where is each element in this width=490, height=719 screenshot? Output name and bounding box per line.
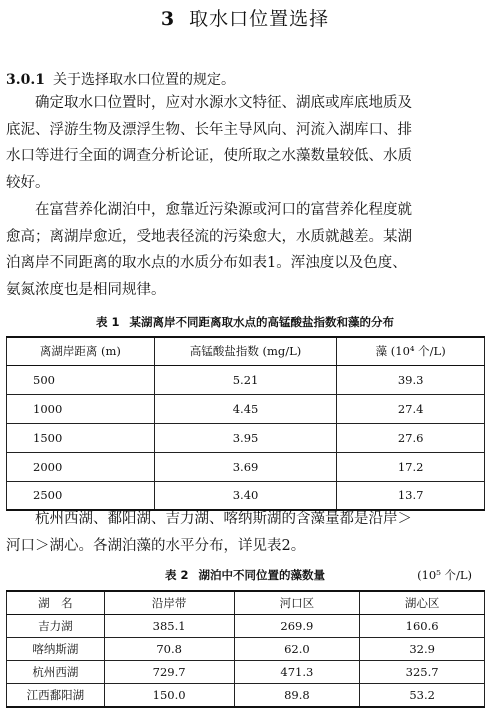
table1-number: 表 1	[95, 315, 120, 329]
chapter-title	[0, 6, 490, 32]
table2-cell: 269.9	[234, 615, 360, 638]
table-2	[6, 590, 485, 708]
table2-cell: 32.9	[360, 638, 485, 661]
paragraph-line: 在富营养化湖泊中，愈靠近污染源或河口的富营养化程度就	[35, 202, 412, 218]
table2-cell: 70.8	[104, 638, 234, 661]
table1-cell: 1500	[7, 423, 155, 452]
table2-cell: 杭州西湖	[7, 661, 105, 684]
paragraph-line: 较好。	[6, 174, 50, 191]
table1-header: 离湖岸距离 (m)	[7, 337, 155, 365]
section-heading	[6, 70, 486, 90]
table1-header: 高锰酸盐指数 (mg/L)	[154, 337, 337, 365]
table-row	[7, 423, 485, 452]
table-row	[7, 638, 485, 661]
table2-cell: 385.1	[104, 615, 234, 638]
table2-unit: (10⁵ 个/L)	[417, 568, 472, 582]
table2-cell: 89.8	[234, 684, 360, 708]
table1-caption	[0, 314, 490, 330]
table2-header: 沿岸带	[104, 591, 234, 615]
paragraph-line: 确定取水口位置时，应对水源水文特征、湖底或库底地质及	[35, 95, 412, 111]
table-row	[7, 684, 485, 708]
paragraph-line: 杭州西湖、鄱阳湖、吉力湖、喀纳斯湖的含藻量都是沿岸＞	[35, 511, 412, 527]
table1-caption-text: 某湖离岸不同距离取水点的高锰酸盐指数和藻的分布	[129, 315, 394, 329]
table2-caption-text: 湖泊中不同位置的藻数量	[198, 568, 325, 582]
table1-cell: 2000	[7, 452, 155, 481]
table1-cell: 1000	[7, 394, 155, 423]
table1-cell: 500	[7, 365, 155, 394]
table1-cell: 4.45	[154, 394, 337, 423]
paragraph-line: 底泥、浮游生物及漂浮生物、长年主导风向、河流入湖库口、排	[6, 121, 412, 138]
table1-cell: 27.6	[337, 423, 485, 452]
paragraph-2	[6, 197, 486, 303]
chapter-title-text: 取水口位置选择	[189, 8, 330, 30]
table2-header: 湖 名	[7, 591, 105, 615]
table2-cell: 吉力湖	[7, 615, 105, 638]
table1-cell: 3.69	[154, 452, 337, 481]
table-row	[7, 615, 485, 638]
paragraph-line: 泊离岸不同距离的取水点的水质分布如表1。浑浊度以及色度、	[6, 255, 407, 271]
table-row	[7, 661, 485, 684]
table2-cell: 150.0	[104, 684, 234, 708]
paragraph-line: 水口等进行全面的调查分析论证，使所取之水藻数量较低、水质	[6, 148, 412, 164]
table2-cell: 729.7	[104, 661, 234, 684]
table-row	[7, 394, 485, 423]
table1-cell: 39.3	[337, 365, 485, 394]
table2-cell: 471.3	[234, 661, 360, 684]
table1-cell: 3.95	[154, 423, 337, 452]
table2-cell: 喀纳斯湖	[7, 638, 105, 661]
table1-cell: 5.21	[154, 365, 337, 394]
table2-cell: 325.7	[360, 661, 485, 684]
table1-cell: 3.40	[154, 481, 337, 510]
table2-cell: 160.6	[360, 615, 485, 638]
paragraph-line: 愈高；离湖岸愈近，受地表径流的污染愈大，水质就越差。某湖	[6, 228, 412, 245]
table2-header: 河口区	[234, 591, 360, 615]
table1-cell: 17.2	[337, 452, 485, 481]
table-1	[6, 336, 485, 511]
table2-number: 表 2	[164, 568, 189, 582]
section-text: 关于选择取水口位置的规定。	[52, 72, 235, 88]
paragraph-line: 氨氮浓度也是相同规律。	[6, 281, 166, 298]
table1-cell: 2500	[7, 481, 155, 510]
table2-header: 湖心区	[360, 591, 485, 615]
paragraph-1	[6, 90, 486, 196]
table1-cell: 27.4	[337, 394, 485, 423]
table-row	[7, 452, 485, 481]
chapter-number: 3	[160, 8, 176, 30]
table1-header: 藻 (10⁴ 个/L)	[337, 337, 485, 365]
table-row	[7, 365, 485, 394]
table2-cell: 62.0	[234, 638, 360, 661]
paragraph-3	[6, 506, 486, 559]
table2-cell: 江西鄱阳湖	[7, 684, 105, 708]
paragraph-line: 河口＞湖心。各湖泊藻的水平分布，详见表2。	[6, 537, 306, 554]
section-number: 3.0.1	[6, 72, 45, 88]
table2-cell: 53.2	[360, 684, 485, 708]
table1-cell: 13.7	[337, 481, 485, 510]
